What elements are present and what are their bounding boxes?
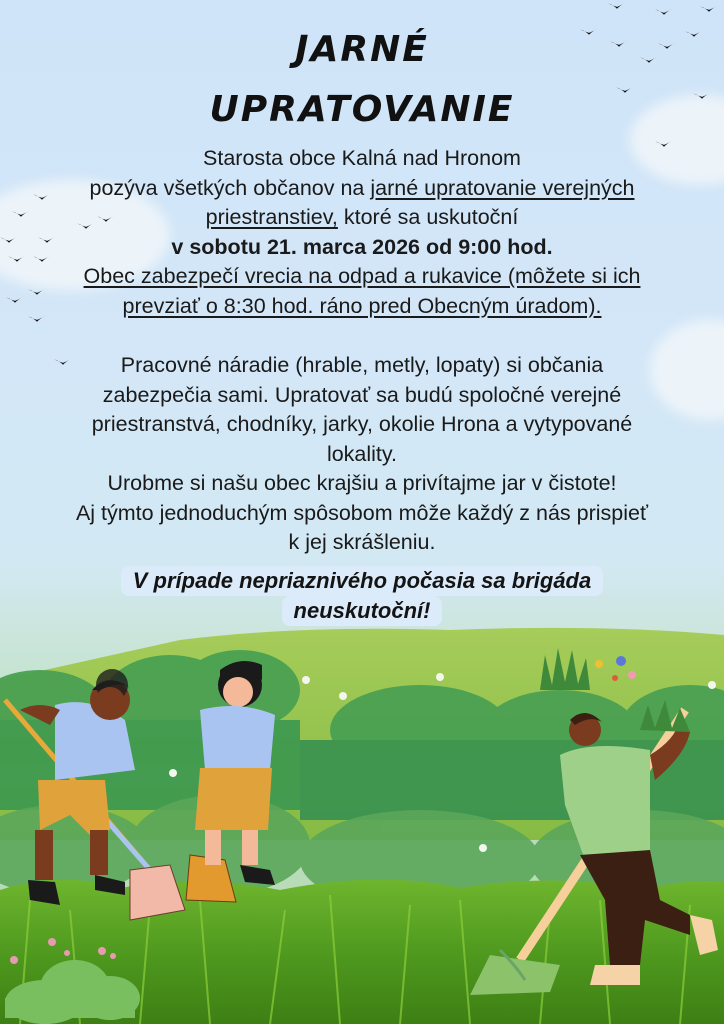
- title-line-2: UPRATOVANIE: [209, 89, 515, 130]
- bird-icon: [8, 255, 26, 263]
- spacer: [30, 321, 694, 351]
- bird-icon: [0, 236, 18, 244]
- details-line-4: lokality.: [326, 441, 398, 466]
- bird-icon: [6, 296, 24, 304]
- intro-text: pozýva všetkých občanov na: [89, 175, 371, 200]
- warning-line-2: neuskutoční!: [282, 596, 443, 626]
- details-line-6: Aj týmto jednoduchým spôsobom môže každý z nás prispieť: [75, 500, 649, 525]
- weather-warning: [0, 566, 724, 626]
- warning-line-1: V prípade nepriaznivého počasia sa brigáda: [121, 566, 603, 596]
- bird-icon: [655, 8, 673, 16]
- details-line-5: Urobme si našu obec krajšiu a privítajme jar v čistote!: [107, 471, 617, 495]
- bird-icon: [608, 2, 626, 10]
- event-date: v sobotu 21. marca 2026 od 9:00 hod.: [171, 234, 553, 259]
- event-name-underlined-cont: priestranstiev,: [205, 205, 338, 229]
- details-line-1: Pracovné náradie (hrable, metly, lopaty) si občania: [120, 353, 604, 377]
- event-name-underlined: jarné upratovanie verejných: [370, 175, 635, 200]
- cleaning-illustration: [0, 620, 724, 1024]
- supplies-line-1: Obec zabezpečí vrecia na odpad a rukavice (môžete si ich: [83, 264, 641, 288]
- details-line-2: zabezpečia sami. Upratovať sa budú spoločné verejné: [102, 382, 622, 407]
- title-line-1: JARNÉ: [295, 29, 429, 70]
- intro-line-2: [30, 174, 694, 204]
- poster-title: [0, 20, 724, 140]
- poster-body: [30, 144, 694, 558]
- details-line-7: k jej skrášleniu.: [288, 530, 436, 554]
- bird-icon: [700, 5, 718, 13]
- supplies-line-2: prevziať o 8:30 hod. ráno pred Obecným úradom).: [122, 293, 602, 318]
- intro-line-3: [30, 203, 694, 233]
- details-line-3: priestranstvá, chodníky, jarky, okolie Hrona a vytypované: [91, 412, 633, 436]
- bird-icon: [12, 210, 30, 218]
- intro-line-1: Starosta obce Kalná nad Hronom: [203, 146, 521, 170]
- intro-text-cont: ktoré sa uskutoční: [337, 205, 519, 229]
